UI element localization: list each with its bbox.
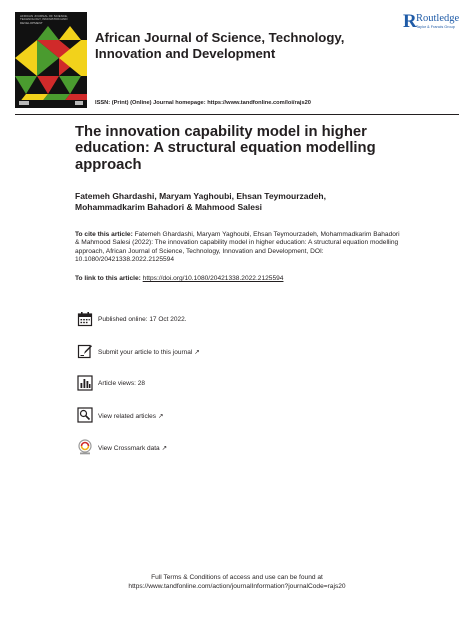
- published-row: [77, 311, 277, 329]
- journal-cover: [15, 12, 87, 108]
- crossmark-row[interactable]: [77, 439, 277, 457]
- cover-partner-logo: [75, 101, 83, 105]
- article-link-line: [75, 275, 400, 283]
- cite-label: To cite this article:: [75, 231, 133, 238]
- routledge-logo: [403, 12, 465, 36]
- footer-terms: [0, 574, 474, 592]
- calendar-icon: [77, 311, 93, 327]
- journal-title: African Journal of Science, Technology, Innovation and Development: [95, 30, 345, 61]
- link-label: To link to this article:: [75, 275, 141, 282]
- external-link-icon: ↗: [158, 413, 164, 420]
- cover-publisher-logo: [19, 101, 29, 105]
- views-row: [77, 375, 277, 393]
- doi-link[interactable]: https://doi.org/10.1080/20421338.2022.2125594: [142, 275, 284, 282]
- footer-terms-link[interactable]: https://www.tandfonline.com/action/journalInformation?journalCode=rajs20: [128, 582, 346, 590]
- issn-line: [95, 100, 311, 106]
- related-articles-icon: [77, 407, 93, 423]
- crossmark-icon: [77, 439, 93, 455]
- submit-pencil-icon: [77, 343, 93, 359]
- routledge-r-icon: R: [403, 11, 417, 32]
- cover-pattern: [15, 12, 87, 108]
- bar-chart-icon: [77, 375, 93, 391]
- external-link-icon: ↗: [194, 349, 200, 356]
- article-authors: Fatemeh Ghardashi, Maryam Yaghoubi, Ehsan Teymourzadeh, Mohammadkarim Bahadori & Mahmood Salesi: [75, 191, 326, 212]
- journal-homepage-link[interactable]: https://www.tandfonline.com/loi/rajs20: [207, 100, 311, 106]
- submit-row[interactable]: [77, 343, 277, 361]
- cite-text: Fatemeh Ghardashi, Maryam Yaghoubi, Ehsan Teymourzadeh, Mohammadkarim Bahadori & Mahmood Salesi (2022): The innovation capability model in higher education: A structural equation modelling approach, African Journal of Science, Technology, Innovation and Development, DOI: 10.1080/20421338.2022.2125594: [75, 231, 400, 264]
- header-divider: [15, 114, 459, 115]
- published-date: Published online: 17 Oct 2022.: [98, 316, 187, 323]
- article-title: The innovation capability model in higher education: A structural equation modelling approach: [75, 124, 376, 173]
- article-views: Article views: 28: [98, 380, 145, 387]
- submit-article-link[interactable]: Submit your article to this journal ↗: [98, 349, 200, 356]
- related-articles-link[interactable]: View related articles ↗: [98, 413, 164, 420]
- crossmark-link[interactable]: View Crossmark data ↗: [98, 445, 168, 452]
- external-link-icon: ↗: [161, 445, 168, 452]
- footer-line-1: Full Terms & Conditions of access and use can be found at: [151, 574, 323, 581]
- citation: [75, 231, 400, 265]
- brand-subtitle: Taylor & Francis Group: [416, 25, 455, 29]
- issn-label: ISSN: (Print) (Online) Journal homepage:: [95, 100, 208, 106]
- related-row[interactable]: [77, 407, 277, 425]
- cover-title: AFRICAN JOURNAL OF SCIENCE, TECHNOLOGY, INNOVATION AND DEVELOPMENT: [20, 14, 68, 25]
- brand-name: Routledge: [416, 13, 460, 24]
